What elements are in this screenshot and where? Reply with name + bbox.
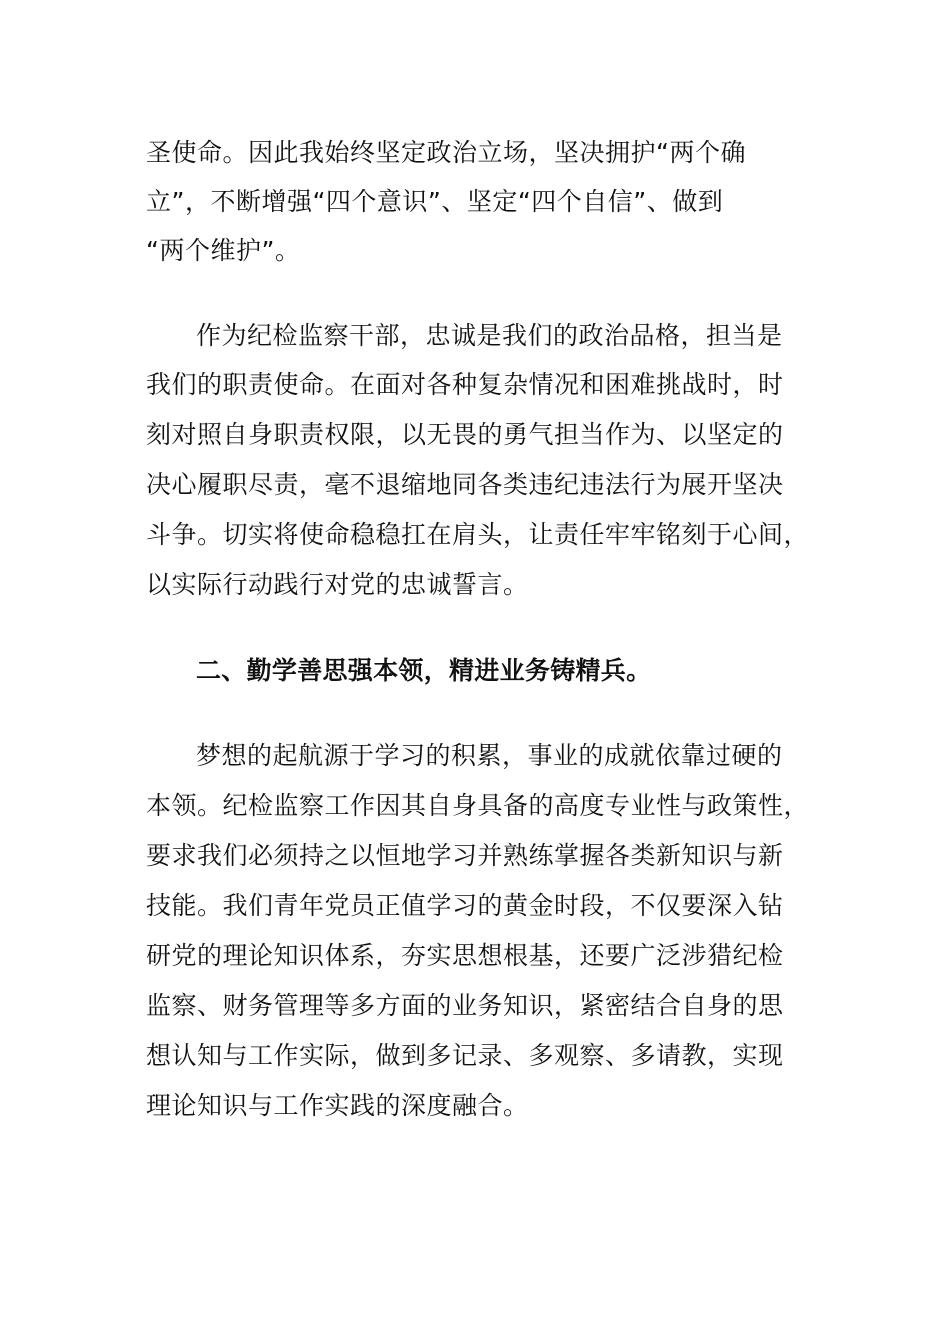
paragraph-2-line-2: 我们的职责使命。在面对各种复杂情况和困难挑战时，时 <box>146 370 784 399</box>
paragraph-2-line-4: 决心履职尽责，毫不退缩地同各类违纪违法行为展开坚决 <box>146 470 784 499</box>
paragraph-2-line-5: 斗争。切实将使命稳稳扛在肩头，让责任牢牢铭刻于心间， <box>146 520 810 549</box>
section-heading: 二、勤学善思强本领，精进业务铸精兵。 <box>196 656 652 685</box>
paragraph-3-line-3: 要求我们必须持之以恒地学习并熟练掌握各类新知识与新 <box>146 841 784 870</box>
paragraph-2-line-1: 作为纪检监察干部，忠诚是我们的政治品格，担当是 <box>196 321 783 350</box>
paragraph-3-line-2: 本领。纪检监察工作因其自身具备的高度专业性与政策性， <box>146 791 810 820</box>
paragraph-2-line-3: 刻对照自身职责权限，以无畏的勇气担当作为、以坚定的 <box>146 420 784 449</box>
paragraph-1-line-3: “两个维护”。 <box>146 236 301 265</box>
paragraph-3-line-4: 技能。我们青年党员正值学习的黄金时段，不仅要深入钻 <box>146 891 784 920</box>
paragraph-3-line-1: 梦想的起航源于学习的积累，事业的成就依靠过硬的 <box>196 741 783 770</box>
paragraph-2-line-6: 以实际行动践行对党的忠诚誓言。 <box>146 570 529 599</box>
paragraph-3-line-8: 理论知识与工作实践的深度融合。 <box>146 1091 529 1120</box>
paragraph-3-line-6: 监察、财务管理等多方面的业务知识，紧密结合自身的思 <box>146 991 784 1020</box>
paragraph-1-line-2: 立”，不断增强“四个意识”、坚定“四个自信”、做到 <box>146 187 724 216</box>
paragraph-1-line-1: 圣使命。因此我始终坚定政治立场，坚决拥护“两个确 <box>146 138 746 167</box>
paragraph-3-line-5: 研党的理论知识体系，夯实思想根基，还要广泛涉猎纪检 <box>146 941 784 970</box>
paragraph-3-line-7: 想认知与工作实际，做到多记录、多观察、多请教，实现 <box>146 1041 784 1070</box>
